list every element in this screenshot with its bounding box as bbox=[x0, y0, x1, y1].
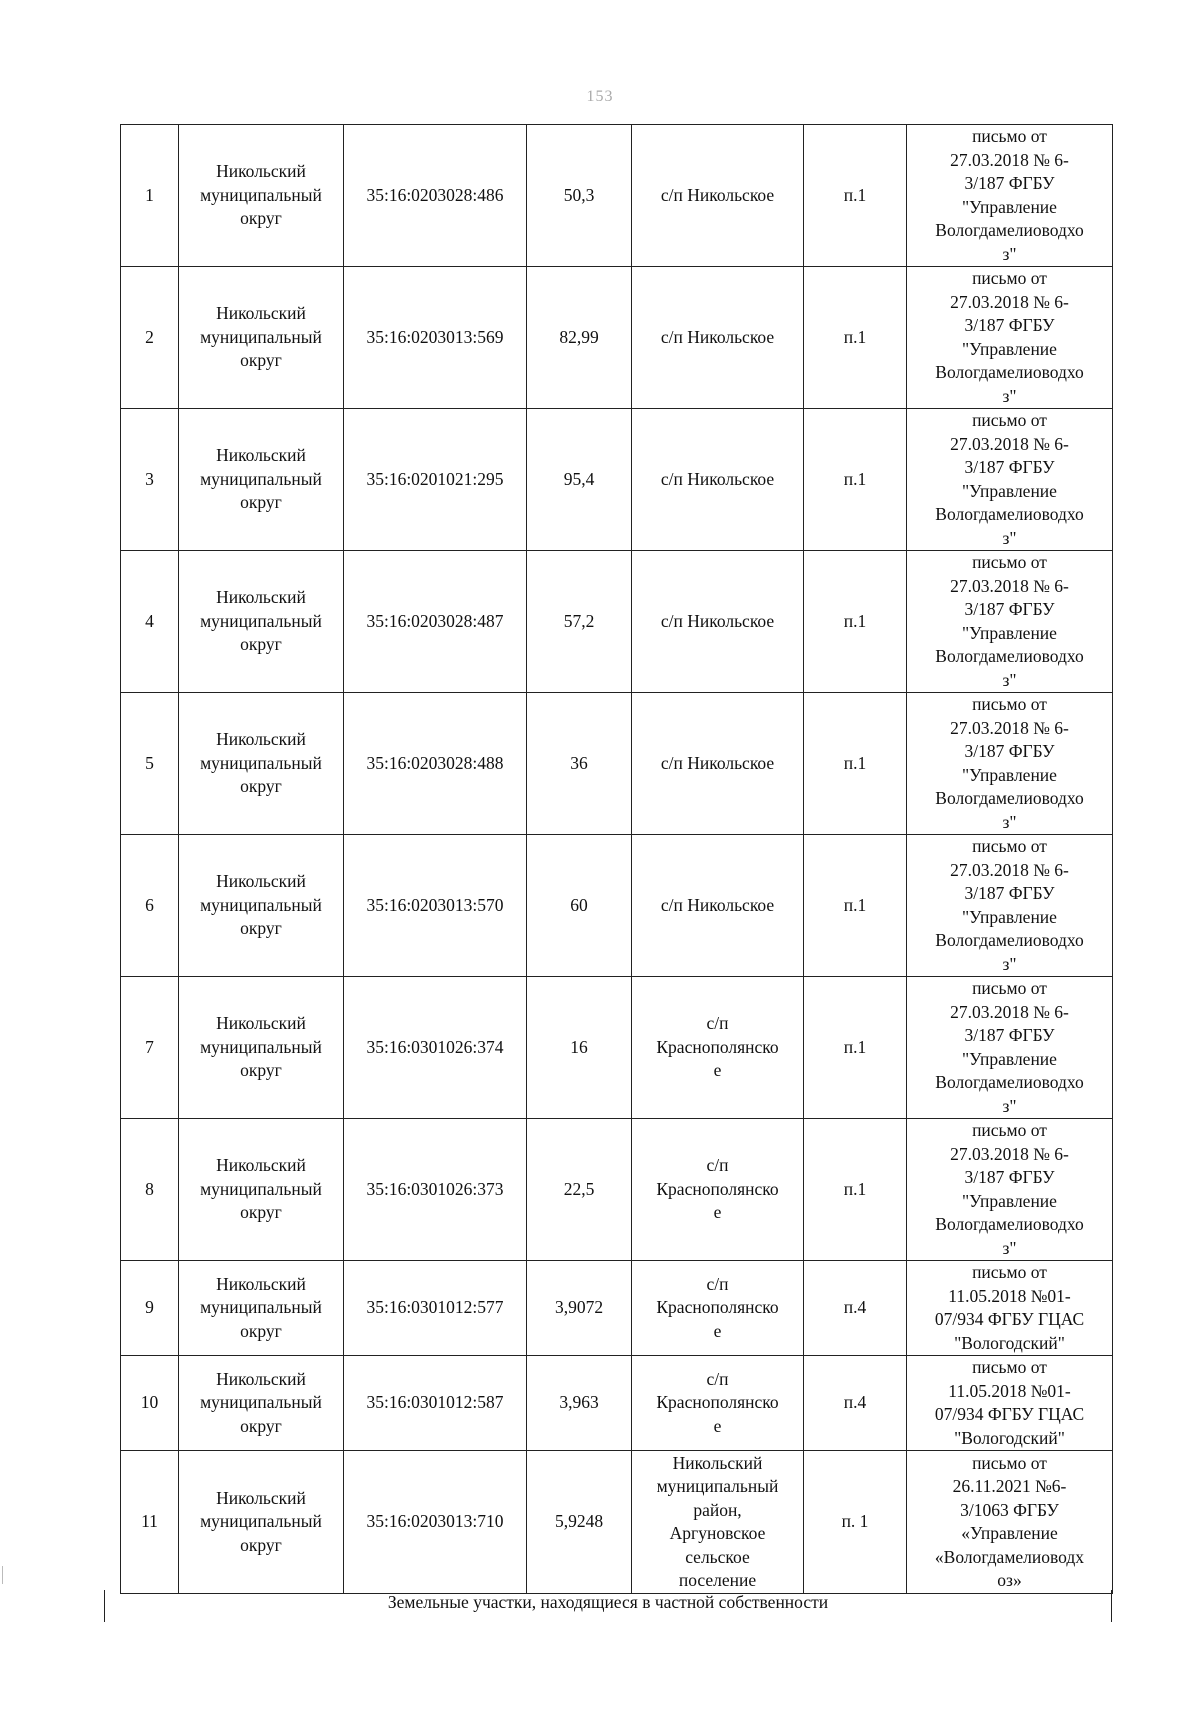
table-body bbox=[121, 125, 1113, 1594]
table-row bbox=[121, 835, 1113, 977]
cadastral-number-cell: 35:16:0203028:488 bbox=[344, 693, 527, 835]
basis-document-cell: письмо от 27.03.2018 № 6- 3/187 ФГБУ "Управление Вологдамелиоводхо з" bbox=[907, 125, 1113, 267]
clause-cell: п. 1 bbox=[804, 1451, 907, 1594]
district-cell: Никольский муниципальный округ bbox=[179, 1119, 344, 1261]
area-cell: 22,5 bbox=[527, 1119, 632, 1261]
clause-cell: п.4 bbox=[804, 1261, 907, 1356]
cadastral-number-cell: 35:16:0203028:487 bbox=[344, 551, 527, 693]
settlement-cell: с/п Никольское bbox=[632, 267, 804, 409]
row-number: 9 bbox=[121, 1261, 179, 1356]
clause-cell: п.1 bbox=[804, 977, 907, 1119]
settlement-cell: с/п Краснополянско е bbox=[632, 1119, 804, 1261]
table-row bbox=[121, 125, 1113, 267]
cadastral-number-cell: 35:16:0203028:486 bbox=[344, 125, 527, 267]
basis-document-cell: письмо от 27.03.2018 № 6- 3/187 ФГБУ "Управление Вологдамелиоводхо з" bbox=[907, 267, 1113, 409]
district-cell: Никольский муниципальный округ bbox=[179, 409, 344, 551]
cadastral-number-cell: 35:16:0301012:587 bbox=[344, 1356, 527, 1451]
area-cell: 50,3 bbox=[527, 125, 632, 267]
basis-document-cell: письмо от 27.03.2018 № 6- 3/187 ФГБУ "Управление Вологдамелиоводхо з" bbox=[907, 1119, 1113, 1261]
area-cell: 5,9248 bbox=[527, 1451, 632, 1594]
basis-document-cell: письмо от 27.03.2018 № 6- 3/187 ФГБУ "Управление Вологдамелиоводхо з" bbox=[907, 693, 1113, 835]
row-number: 7 bbox=[121, 977, 179, 1119]
district-cell: Никольский муниципальный округ bbox=[179, 1261, 344, 1356]
table-row bbox=[121, 1451, 1113, 1594]
table-row bbox=[121, 1119, 1113, 1261]
basis-document-cell: письмо от 27.03.2018 № 6- 3/187 ФГБУ "Управление Вологдамелиоводхо з" bbox=[907, 835, 1113, 977]
area-cell: 95,4 bbox=[527, 409, 632, 551]
table-row bbox=[121, 409, 1113, 551]
settlement-cell: Никольский муниципальный район, Аргуновское сельское поселение bbox=[632, 1451, 804, 1594]
district-cell: Никольский муниципальный округ bbox=[179, 693, 344, 835]
cadastral-number-cell: 35:16:0203013:570 bbox=[344, 835, 527, 977]
cadastral-number-cell: 35:16:0203013:569 bbox=[344, 267, 527, 409]
cadastral-number-cell: 35:16:0301012:577 bbox=[344, 1261, 527, 1356]
table-row bbox=[121, 267, 1113, 409]
cadastral-number-cell: 35:16:0203013:710 bbox=[344, 1451, 527, 1594]
district-cell: Никольский муниципальный округ bbox=[179, 835, 344, 977]
row-number: 11 bbox=[121, 1451, 179, 1594]
clause-cell: п.1 bbox=[804, 693, 907, 835]
basis-document-cell: письмо от 11.05.2018 №01- 07/934 ФГБУ ГЦАС "Вологодский" bbox=[907, 1356, 1113, 1451]
clause-cell: п.1 bbox=[804, 125, 907, 267]
district-cell: Никольский муниципальный округ bbox=[179, 551, 344, 693]
district-cell: Никольский муниципальный округ bbox=[179, 267, 344, 409]
row-number: 5 bbox=[121, 693, 179, 835]
clause-cell: п.4 bbox=[804, 1356, 907, 1451]
clause-cell: п.1 bbox=[804, 409, 907, 551]
section-caption: Земельные участки, находящиеся в частной собственности bbox=[387, 1592, 829, 1612]
basis-document-cell: письмо от 27.03.2018 № 6- 3/187 ФГБУ "Управление Вологдамелиоводхо з" bbox=[907, 977, 1113, 1119]
settlement-cell: с/п Никольское bbox=[632, 125, 804, 267]
table-row bbox=[121, 1356, 1113, 1451]
table-row bbox=[121, 551, 1113, 693]
settlement-cell: с/п Краснополянско е bbox=[632, 1261, 804, 1356]
row-number: 8 bbox=[121, 1119, 179, 1261]
row-number: 2 bbox=[121, 267, 179, 409]
cadastral-number-cell: 35:16:0201021:295 bbox=[344, 409, 527, 551]
settlement-cell: с/п Краснополянско е bbox=[632, 977, 804, 1119]
clause-cell: п.1 bbox=[804, 1119, 907, 1261]
settlement-cell: с/п Краснополянско е bbox=[632, 1356, 804, 1451]
cadastral-number-cell: 35:16:0301026:374 bbox=[344, 977, 527, 1119]
area-cell: 36 bbox=[527, 693, 632, 835]
row-number: 4 bbox=[121, 551, 179, 693]
table-row bbox=[121, 693, 1113, 835]
scan-margin-mark bbox=[2, 1566, 3, 1584]
basis-document-cell: письмо от 27.03.2018 № 6- 3/187 ФГБУ "Управление Вологдамелиоводхо з" bbox=[907, 409, 1113, 551]
clause-cell: п.1 bbox=[804, 551, 907, 693]
district-cell: Никольский муниципальный округ bbox=[179, 1451, 344, 1594]
settlement-cell: с/п Никольское bbox=[632, 835, 804, 977]
row-number: 10 bbox=[121, 1356, 179, 1451]
page-number: 153 bbox=[586, 88, 614, 105]
area-cell: 57,2 bbox=[527, 551, 632, 693]
row-number: 3 bbox=[121, 409, 179, 551]
area-cell: 3,9072 bbox=[527, 1261, 632, 1356]
table-row bbox=[121, 977, 1113, 1119]
clause-cell: п.1 bbox=[804, 267, 907, 409]
settlement-cell: с/п Никольское bbox=[632, 551, 804, 693]
area-cell: 16 bbox=[527, 977, 632, 1119]
district-cell: Никольский муниципальный округ bbox=[179, 977, 344, 1119]
district-cell: Никольский муниципальный округ bbox=[179, 125, 344, 267]
district-cell: Никольский муниципальный округ bbox=[179, 1356, 344, 1451]
area-cell: 3,963 bbox=[527, 1356, 632, 1451]
clause-cell: п.1 bbox=[804, 835, 907, 977]
land-plots-table bbox=[120, 124, 1113, 1594]
cadastral-number-cell: 35:16:0301026:373 bbox=[344, 1119, 527, 1261]
section-caption-row bbox=[104, 1590, 1112, 1622]
basis-document-cell: письмо от 27.03.2018 № 6- 3/187 ФГБУ "Управление Вологдамелиоводхо з" bbox=[907, 551, 1113, 693]
basis-document-cell: письмо от 26.11.2021 №6- 3/1063 ФГБУ «Управление «Вологдамелиоводх оз» bbox=[907, 1451, 1113, 1594]
settlement-cell: с/п Никольское bbox=[632, 409, 804, 551]
row-number: 1 bbox=[121, 125, 179, 267]
row-number: 6 bbox=[121, 835, 179, 977]
table-row bbox=[121, 1261, 1113, 1356]
basis-document-cell: письмо от 11.05.2018 №01- 07/934 ФГБУ ГЦАС "Вологодский" bbox=[907, 1261, 1113, 1356]
area-cell: 82,99 bbox=[527, 267, 632, 409]
area-cell: 60 bbox=[527, 835, 632, 977]
settlement-cell: с/п Никольское bbox=[632, 693, 804, 835]
